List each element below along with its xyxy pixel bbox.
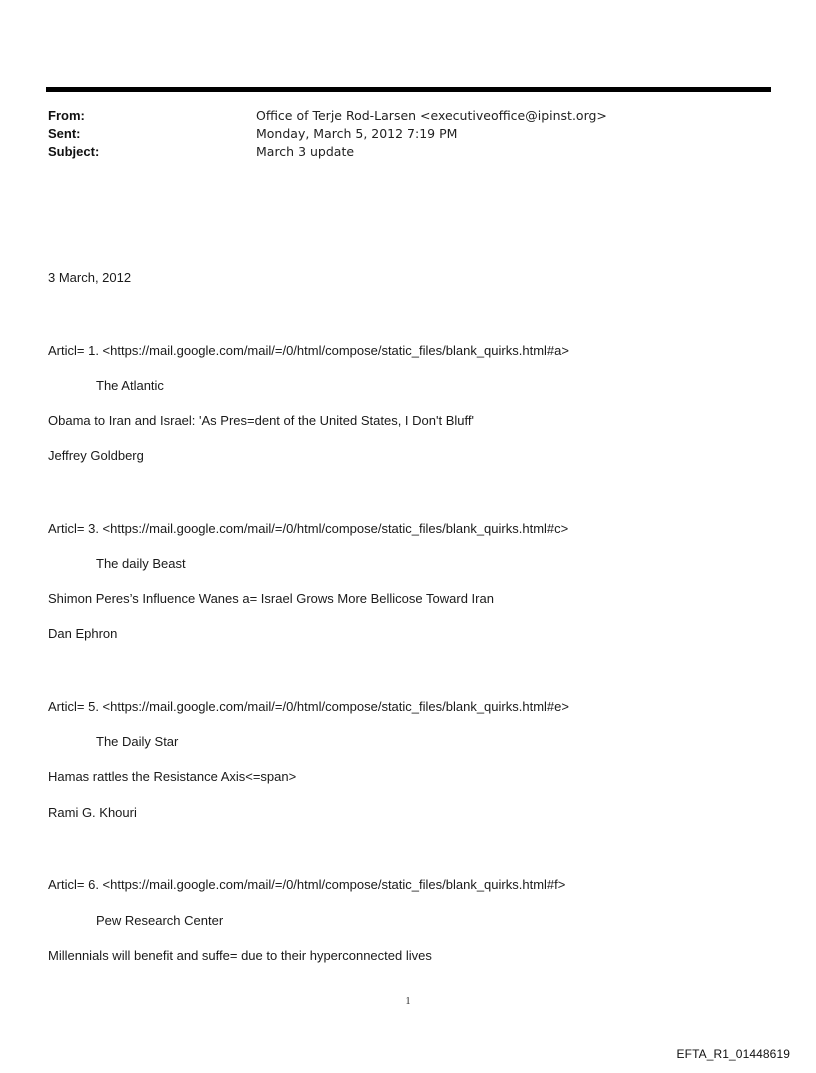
from-row	[48, 107, 768, 125]
sent-row	[48, 125, 768, 143]
from-label: From:	[48, 108, 85, 123]
article-link: Articl= 5. <https://mail.google.com/mail/=/0/html/compose/static_files/blank_quirks.html#e>	[48, 699, 569, 714]
article-author: Dan Ephron	[48, 626, 118, 641]
sent-label: Sent:	[48, 126, 81, 141]
article-title: Hamas rattles the Resistance Axis<=span>	[48, 769, 297, 784]
article-link: Articl= 1. <https://mail.google.com/mail/=/0/html/compose/static_files/blank_quirks.html#a>	[48, 343, 569, 358]
sent-value: Monday, March 5, 2012 7:19 PM	[256, 126, 458, 141]
bates-number: EFTA_R1_01448619	[676, 1047, 790, 1061]
page-number: 1	[405, 996, 411, 1007]
article-title: Obama to Iran and Israel: 'As Pres=dent of the United States, I Don't Bluff'	[48, 413, 474, 428]
article-source: The daily Beast	[96, 556, 186, 571]
article-author: Jeffrey Goldberg	[48, 448, 144, 463]
article-source: The Atlantic	[96, 378, 164, 393]
from-value: Office of Terje Rod-Larsen <executiveoffice@ipinst.org>	[256, 108, 607, 123]
article-source: The Daily Star	[96, 734, 179, 749]
article-link: Articl= 3. <https://mail.google.com/mail/=/0/html/compose/static_files/blank_quirks.html#c>	[48, 521, 569, 536]
subject-row	[48, 143, 768, 161]
email-date: 3 March, 2012	[48, 270, 132, 285]
article-link: Articl= 6. <https://mail.google.com/mail/=/0/html/compose/static_files/blank_quirks.html#f>	[48, 877, 566, 892]
header-divider	[46, 87, 771, 92]
article-title: Millennials will benefit and suffe= due to their hyperconnected lives	[48, 948, 432, 963]
subject-label: Subject:	[48, 144, 100, 159]
article-source: Pew Research Center	[96, 913, 224, 928]
email-header	[48, 107, 768, 161]
article-title: Shimon Peres’s Influence Wanes a= Israel Grows More Bellicose Toward Iran	[48, 591, 494, 606]
subject-value: March 3 update	[256, 144, 355, 159]
article-author: Rami G. Khouri	[48, 805, 137, 820]
